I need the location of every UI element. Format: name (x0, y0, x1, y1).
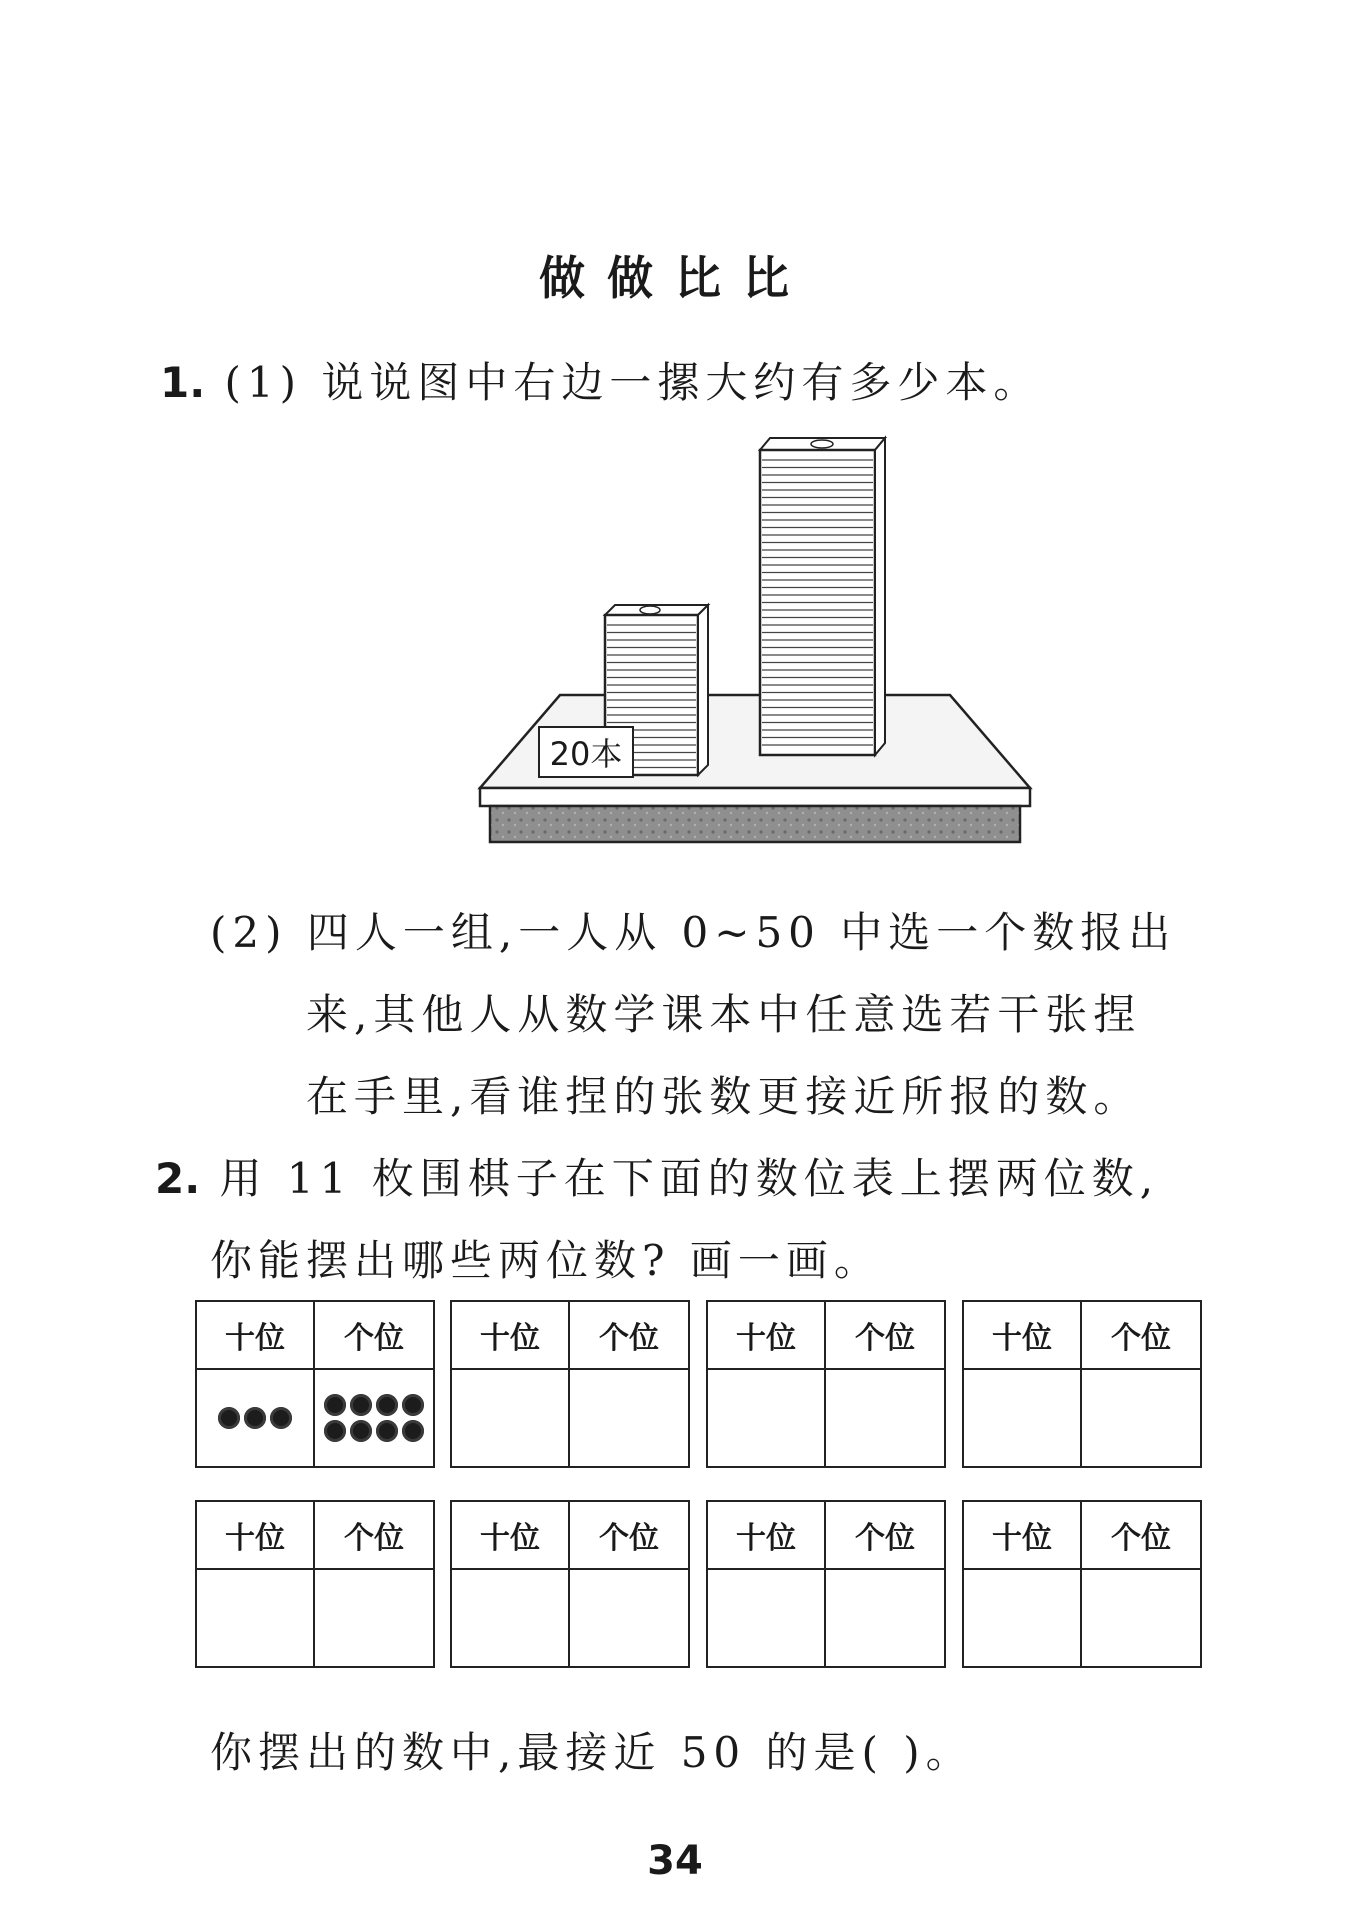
ones-header: 个位 (315, 1302, 433, 1370)
ones-header: 个位 (826, 1302, 944, 1370)
go-piece (350, 1394, 372, 1416)
ones-header: 个位 (570, 1302, 688, 1370)
tall-book-stack (760, 438, 885, 755)
place-value-table (962, 1500, 1202, 1668)
tens-header: 十位 (708, 1502, 826, 1570)
go-piece (350, 1420, 372, 1442)
question-2-line-1 (155, 1146, 1159, 1206)
page-number: 34 (647, 1838, 703, 1884)
ones-header: 个位 (826, 1502, 944, 1570)
question-1-part-2-line-3: 在手里,看谁捏的张数更接近所报的数。 (306, 1072, 1142, 1121)
ones-cell[interactable] (826, 1370, 944, 1466)
place-value-table (450, 1500, 690, 1668)
question-2-line-2: 你能摆出哪些两位数? 画一画。 (210, 1236, 882, 1285)
table-edge (480, 788, 1030, 806)
table-side (490, 806, 1020, 842)
place-value-table (706, 1500, 946, 1668)
stack-label: 20本 (538, 726, 634, 778)
section-title: 做做比比 (539, 251, 811, 305)
tens-header: 十位 (197, 1302, 315, 1370)
ones-cell[interactable] (1082, 1570, 1200, 1666)
question-1-part-2-line-1: (2) 四人一组,一人从 0~50 中选一个数报出 (210, 908, 1177, 957)
ones-header: 个位 (315, 1502, 433, 1570)
place-value-table (450, 1300, 690, 1468)
ones-header: 个位 (570, 1502, 688, 1570)
tens-cell[interactable] (197, 1570, 315, 1666)
tens-cell[interactable] (708, 1570, 826, 1666)
tens-cell[interactable] (452, 1370, 570, 1466)
go-piece (244, 1407, 266, 1429)
book-stacks-illustration (470, 420, 1050, 860)
go-piece (376, 1394, 398, 1416)
place-value-table (195, 1500, 435, 1668)
question-2-line-1-text: 用 11 枚围棋子在下面的数位表上摆两位数, (219, 1154, 1160, 1203)
question-1-part-1 (160, 350, 1041, 410)
ones-cell[interactable] (826, 1570, 944, 1666)
go-piece (270, 1407, 292, 1429)
tens-header: 十位 (452, 1302, 570, 1370)
tens-header: 十位 (964, 1502, 1082, 1570)
question-2-number: 2. (155, 1154, 201, 1203)
tens-cell[interactable] (197, 1370, 315, 1466)
go-piece (376, 1420, 398, 1442)
tens-header: 十位 (708, 1302, 826, 1370)
ones-header: 个位 (1082, 1502, 1200, 1570)
go-piece (402, 1420, 424, 1442)
ones-cell[interactable] (315, 1370, 433, 1466)
go-piece (402, 1394, 424, 1416)
ones-cell[interactable] (570, 1370, 688, 1466)
place-value-table (962, 1300, 1202, 1468)
question-1-number: 1. (160, 358, 206, 407)
answer-line: 你摆出的数中,最接近 50 的是( )。 (210, 1728, 974, 1777)
place-value-table (195, 1300, 435, 1468)
tens-cell[interactable] (452, 1570, 570, 1666)
tens-header: 十位 (964, 1302, 1082, 1370)
ones-cell[interactable] (315, 1570, 433, 1666)
ones-header: 个位 (1082, 1302, 1200, 1370)
question-1-part-2-line-2: 来,其他人从数学课本中任意选若干张捏 (306, 990, 1142, 1039)
tens-header: 十位 (197, 1502, 315, 1570)
question-1-part-1-text: (1) 说说图中右边一摞大约有多少本。 (224, 358, 1042, 407)
go-piece (218, 1407, 240, 1429)
go-piece (324, 1394, 346, 1416)
tens-cell[interactable] (708, 1370, 826, 1466)
tens-cell[interactable] (964, 1370, 1082, 1466)
ones-cell[interactable] (570, 1570, 688, 1666)
ones-cell[interactable] (1082, 1370, 1200, 1466)
place-value-table (706, 1300, 946, 1468)
tens-header: 十位 (452, 1502, 570, 1570)
go-piece (324, 1420, 346, 1442)
tens-cell[interactable] (964, 1570, 1082, 1666)
